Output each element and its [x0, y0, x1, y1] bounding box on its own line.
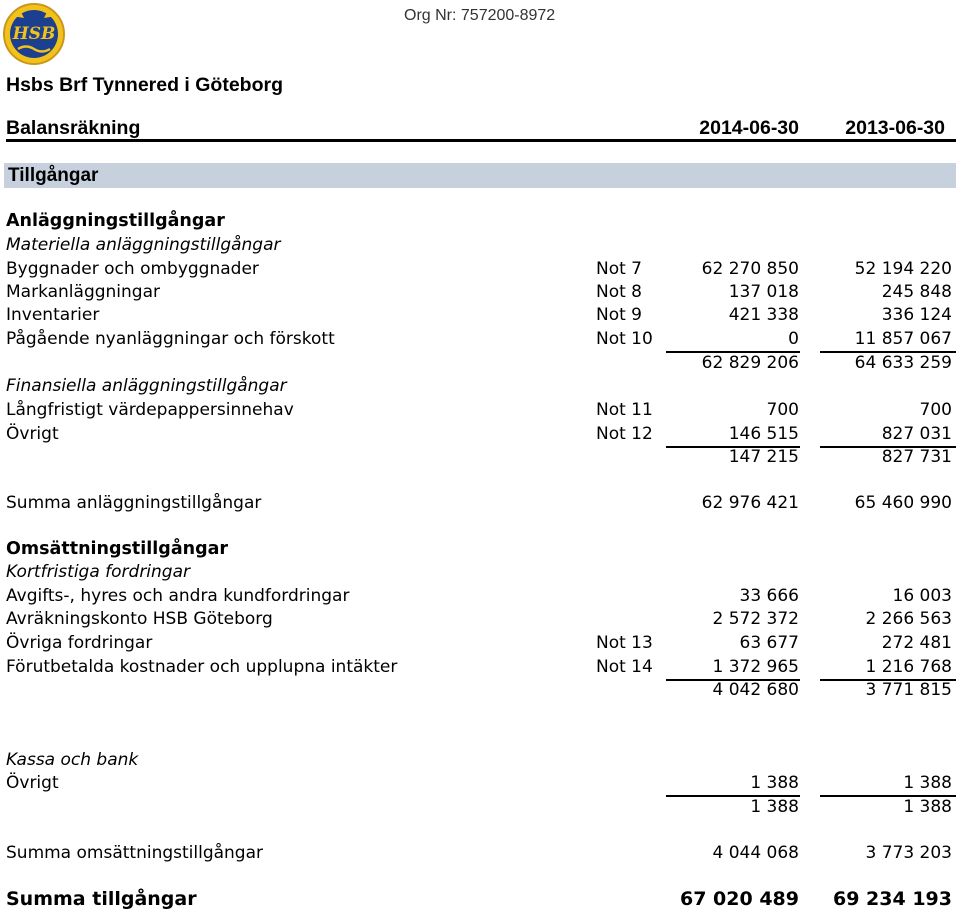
table-row — [0, 888, 960, 911]
table-row — [0, 399, 960, 422]
row-value-2013: 272 481 — [881, 633, 952, 653]
table-row — [0, 749, 960, 772]
row-value-2014: 4 044 068 — [712, 843, 799, 863]
table-row — [0, 538, 960, 561]
row-label: Omsättningstillgångar — [6, 539, 229, 559]
row-value-2014: 62 976 421 — [701, 493, 799, 513]
row-value-2013: 700 — [919, 400, 952, 420]
row-label: Anläggningstillgångar — [6, 211, 225, 231]
row-label: Övrigt — [6, 424, 59, 444]
hsb-logo-icon — [2, 2, 66, 66]
row-label: Långfristigt värdepappersinnehav — [6, 400, 294, 420]
row-value-2014: 146 515 — [728, 424, 799, 444]
table-row — [0, 772, 960, 795]
row-note-ref: Not 10 — [596, 329, 653, 349]
row-label: Kortfristiga fordringar — [6, 562, 191, 582]
header-rule — [6, 139, 956, 142]
table-row — [0, 608, 960, 631]
row-value-2014: 67 020 489 — [680, 888, 799, 910]
row-label: Avgifts-, hyres och andra kundfordringar — [6, 586, 350, 606]
row-note-ref: Not 8 — [596, 282, 643, 302]
row-value-2013: 336 124 — [881, 305, 952, 325]
table-row — [0, 842, 960, 865]
row-value-2013: 1 388 — [903, 773, 952, 793]
row-value-2013: 52 194 220 — [854, 259, 952, 279]
row-value-2013: 69 234 193 — [833, 888, 952, 910]
row-value-2013: 827 031 — [881, 424, 952, 444]
row-label: Övriga fordringar — [6, 633, 153, 653]
row-value-2014: 62 270 850 — [701, 259, 799, 279]
column-header-2013: 2013-06-30 — [845, 117, 945, 139]
row-value-2013: 827 731 — [881, 447, 952, 467]
row-label: Markanläggningar — [6, 282, 161, 302]
table-row — [0, 446, 960, 469]
row-value-2014: 63 677 — [739, 633, 799, 653]
association-name: Hsbs Brf Tynnered i Göteborg — [6, 74, 283, 96]
column-header-2014: 2014-06-30 — [699, 117, 799, 139]
row-value-2014: 700 — [766, 400, 799, 420]
row-value-2014: 0 — [788, 329, 799, 349]
logo-text: HSB — [12, 24, 56, 44]
row-label: Summa tillgångar — [6, 888, 197, 910]
table-row — [0, 258, 960, 281]
row-value-2014: 33 666 — [739, 586, 799, 606]
row-value-2013: 245 848 — [881, 282, 952, 302]
row-label: Inventarier — [6, 305, 100, 325]
table-row — [0, 328, 960, 351]
row-note-ref: Not 9 — [596, 305, 643, 325]
table-row — [0, 656, 960, 679]
section-band — [4, 163, 956, 188]
table-row — [0, 352, 960, 375]
table-row — [0, 304, 960, 327]
table-row — [0, 281, 960, 304]
table-row — [0, 492, 960, 515]
row-value-2014: 1 372 965 — [712, 657, 799, 677]
row-label: Förutbetalda kostnader och upplupna intäkter — [6, 657, 398, 677]
row-value-2013: 64 633 259 — [854, 353, 952, 373]
row-value-2014: 1 388 — [750, 773, 799, 793]
table-row — [0, 561, 960, 584]
row-value-2013: 2 266 563 — [865, 609, 952, 629]
table-row — [0, 234, 960, 257]
row-value-2014: 62 829 206 — [701, 353, 799, 373]
row-value-2013: 1 216 768 — [865, 657, 952, 677]
table-row — [0, 585, 960, 608]
row-value-2014: 147 215 — [728, 447, 799, 467]
table-row — [0, 679, 960, 702]
row-value-2014: 2 572 372 — [712, 609, 799, 629]
row-label: Materiella anläggningstillgångar — [6, 235, 281, 255]
row-label: Övrigt — [6, 773, 59, 793]
row-note-ref: Not 12 — [596, 424, 653, 444]
row-label: Summa omsättningstillgångar — [6, 843, 264, 863]
row-value-2013: 1 388 — [903, 797, 952, 817]
row-label: Byggnader och ombyggnader — [6, 259, 259, 279]
row-note-ref: Not 11 — [596, 400, 653, 420]
row-note-ref: Not 7 — [596, 259, 643, 279]
table-row — [0, 796, 960, 819]
row-label: Avräkningskonto HSB Göteborg — [6, 609, 273, 629]
row-label: Finansiella anläggningstillgångar — [6, 376, 287, 396]
statement-title: Balansräkning — [6, 117, 141, 139]
row-value-2013: 3 773 203 — [865, 843, 952, 863]
row-label: Kassa och bank — [6, 750, 139, 770]
row-note-ref: Not 14 — [596, 657, 653, 677]
row-value-2013: 3 771 815 — [865, 680, 952, 700]
row-value-2014: 421 338 — [728, 305, 799, 325]
row-value-2013: 65 460 990 — [854, 493, 952, 513]
section-band-label: Tillgångar — [8, 165, 99, 186]
row-value-2014: 1 388 — [750, 797, 799, 817]
table-row — [0, 423, 960, 446]
row-label: Summa anläggningstillgångar — [6, 493, 262, 513]
row-value-2013: 11 857 067 — [854, 329, 952, 349]
row-value-2014: 4 042 680 — [712, 680, 799, 700]
table-row — [0, 632, 960, 655]
table-row — [0, 210, 960, 233]
table-row — [0, 375, 960, 398]
row-label: Pågående nyanläggningar och förskott — [6, 329, 335, 349]
row-value-2014: 137 018 — [728, 282, 799, 302]
org-number: Org Nr: 757200-8972 — [404, 7, 556, 24]
row-note-ref: Not 13 — [596, 633, 653, 653]
row-value-2013: 16 003 — [892, 586, 952, 606]
